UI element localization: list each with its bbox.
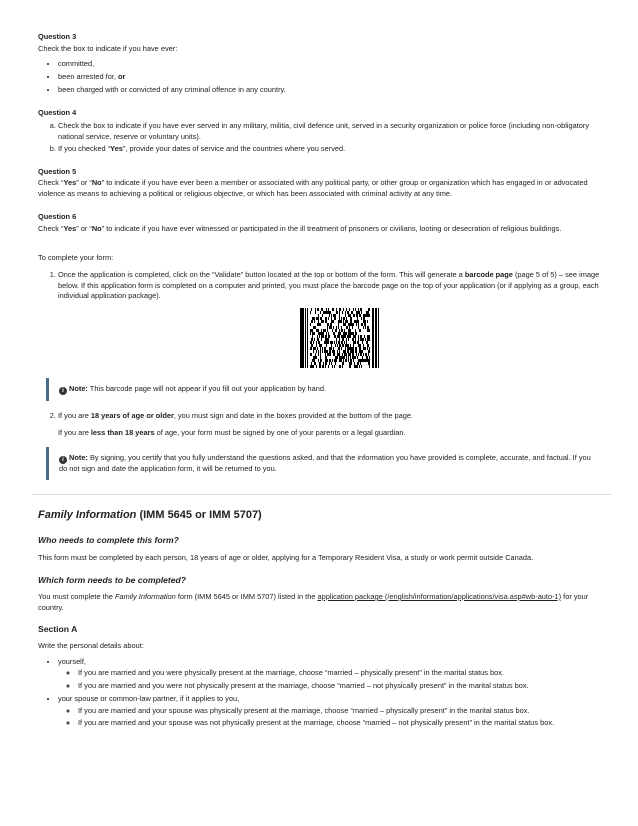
section-divider	[32, 494, 612, 495]
note-signing: i Note: By signing, you certify that you fully understand the questions asked, and that the information you have provided is complete, accurate, and factual. If you do not sign and date the application form, it will be returned to you.	[46, 447, 604, 481]
question-3-list	[38, 59, 604, 95]
list-item: • your spouse or common-law partner, if it applies to you, ◦ If you are married and your spouse was physically present at the marriage, choose “married – physically present” in the marital status box. ◦ If you are married and your spouse was not physically present at the marriage, choose “married – not physically present” in the marital status box.	[58, 694, 604, 729]
to-complete-intro: To complete your form:	[38, 253, 114, 263]
barcode-image	[300, 308, 380, 368]
list-item: a. Check the box to indicate if you have ever served in any military, militia, civil defence unit, served in a security organization or police force (including non-obligatory national service, reserve or voluntary units).	[58, 121, 604, 142]
question-6-text: Check “Yes” or “No” to indicate if you have ever witnessed or participated in the ill treatment of prisoners or civilians, looting or desecration of religious buildings.	[38, 223, 562, 233]
barcode-image-container	[58, 308, 604, 370]
who-needs-text: This form must be completed by each person, 18 years of age or older, applying for a Temporary Resident Visa, a study or work permit outside Canada.	[38, 552, 534, 562]
list-item: • been charged with or convicted of any criminal offence in any country.	[58, 85, 604, 96]
who-needs-heading: Who needs to complete this form?	[38, 535, 179, 546]
step-2: 2. If you are 18 years of age or older, you must sign and date in the boxes provided at the bottom of the page. If you are less than 18 years of age, your form must be signed by one of your parents or a legal guardian. i Note: By signing, you certify that you fully understand the questions asked, and that the information you have provided is complete, accurate, and factual. If you do not sign and date the application form, it will be returned to you.	[58, 411, 604, 480]
step-2-minor: If you are less than 18 years of age, your form must be signed by one of your parents or a legal guardian.	[58, 427, 406, 437]
step-1: 1. Once the application is completed, click on the “Validate” button located at the top or bottom of the form. This will generate a barcode page (page 5 of 5) – see image below. If this application form is completed on a computer and printed, you must place the barcode page on the top of your application (or if applying as a group, each individual application package). i Note: This barcode page will not appear if you fill out your application by hand.	[58, 270, 604, 401]
list-item: • committed,	[58, 59, 604, 70]
list-item: ◦ If you are married and you were not physically present at the marriage, choose “married – not physically present” in the marital status box.	[78, 681, 604, 692]
question-3-heading: Question 3	[38, 32, 77, 41]
application-package-link[interactable]: application package (/english/information/applications/visa.asp#wb-auto-1)	[317, 592, 562, 601]
info-icon: i	[59, 456, 67, 464]
list-item: ◦ If you are married and your spouse was not physically present at the marriage, choose “married – not physically present” in the marital status box.	[78, 718, 604, 729]
question-3-intro: Check the box to indicate if you have ever:	[38, 43, 178, 53]
list-item: ◦ If you are married and you were physically present at the marriage, choose “married – physically present” in the marital status box.	[78, 668, 604, 679]
which-form-heading: Which form needs to be completed?	[38, 574, 187, 585]
list-item: ◦ If you are married and your spouse was physically present at the marriage, choose “married – physically present” in the marital status box.	[78, 706, 604, 717]
section-a-intro: Write the personal details about:	[38, 640, 144, 650]
spouse-sublist	[58, 706, 604, 729]
yourself-sublist	[58, 668, 604, 691]
question-6-heading: Question 6	[38, 211, 77, 221]
question-5-text: Check “Yes” or “No” to indicate if you have ever been a member or associated with any political party, or other group or organization which has engaged in or advocated violence as means to achieving a political or religious objective, or which has been associated with criminal activity at any time.	[38, 178, 588, 199]
which-form-text: You must complete the Family Information form (IMM 5645 or IMM 5707) listed in the application package (/english/information/applications/visa.asp#wb-auto-1) for your country.	[38, 592, 589, 612]
question-4-list	[38, 121, 604, 154]
info-icon: i	[59, 387, 67, 395]
list-item: • been arrested for, or	[58, 72, 604, 83]
family-information-title: Family Information (IMM 5645 or IMM 5707)	[38, 509, 262, 522]
list-item: b. If you checked “Yes”, provide your dates of service and the countries where you served.	[58, 144, 604, 155]
section-a-list	[38, 657, 604, 729]
note-barcode: i Note: This barcode page will not appear if you fill out your application by hand.	[46, 378, 604, 401]
completion-steps	[38, 270, 604, 480]
list-item: • yourself, ◦ If you are married and you were physically present at the marriage, choose “married – physically present” in the marital status box. ◦ If you are married and you were not physically present at the marriage, choose “married – not physically present” in the marital status box.	[58, 657, 604, 692]
section-a-heading: Section A	[38, 624, 78, 635]
question-5-heading: Question 5	[38, 166, 77, 176]
question-4-heading: Question 4	[38, 107, 77, 117]
